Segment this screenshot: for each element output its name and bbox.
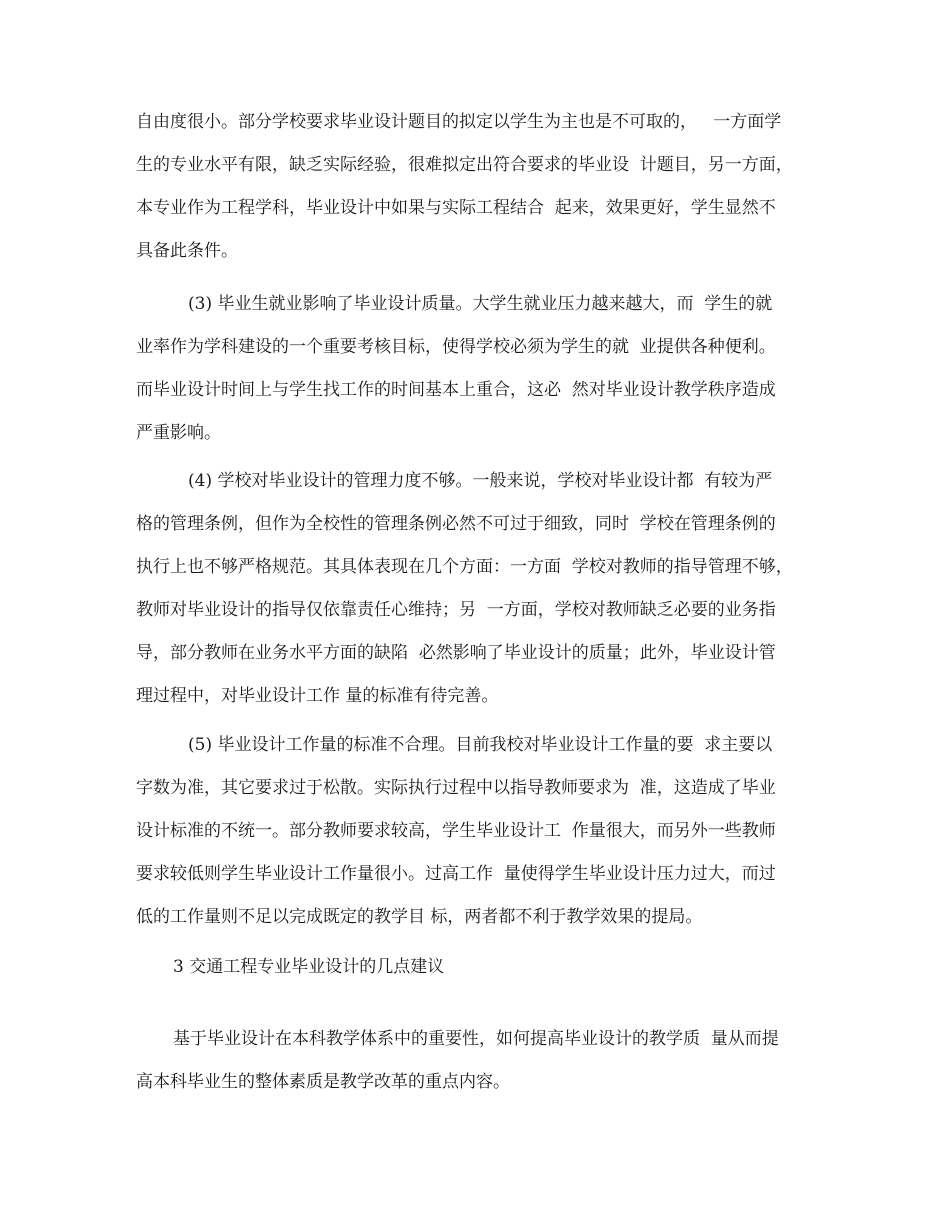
text-line: 教师对毕业设计的指导仅依靠责任心维持；另 一方面，学校对教师缺乏必要的业务指 — [136, 600, 776, 620]
text-line: 生的专业水平有限，缺乏实际经验，很难拟定出符合要求的毕业设 计题目，另一方面， — [136, 155, 793, 175]
text-line: 严重影响。 — [136, 423, 221, 443]
text-line: 而毕业设计时间上与学生找工作的时间基本上重合，这必 然对毕业设计教学秩序造成 — [136, 380, 776, 400]
text-line: 字数为准，其它要求过于松散。实际执行过程中以指导教师要求为 准，这造成了毕业 — [136, 778, 776, 798]
text-line: (5) 毕业设计工作量的标准不合理。目前我校对毕业设计工作量的要 求主要以 — [188, 735, 773, 755]
text-line: (4) 学校对毕业设计的管理力度不够。一般来说，学校对毕业设计都 有较为严 — [188, 471, 773, 491]
text-line: 自由度很小。部分学校要求毕业设计题目的拟定以学生为主也是不可取的， 一方面学 — [136, 112, 782, 132]
text-line: 高本科毕业生的整体素质是教学改革的重点内容。 — [136, 1072, 510, 1092]
text-line: (3) 毕业生就业影响了毕业设计质量。大学生就业压力越来越大，而 学生的就 — [188, 294, 773, 314]
text-line: 业率作为学科建设的一个重要考核目标，使得学校必须为学生的就 业提供各种便利。 — [136, 337, 776, 357]
text-line: 基于毕业设计在本科教学体系中的重要性，如何提高毕业设计的教学质 量从而提 — [173, 1029, 779, 1049]
text-line: 导，部分教师在业务水平方面的缺陷 必然影响了毕业设计的质量；此外，毕业设计管 — [136, 643, 776, 663]
text-line: 低的工作量则不足以完成既定的教学目 标，两者都不利于教学效果的提局。 — [136, 907, 703, 927]
text-line: 设计标准的不统一。部分教师要求较高，学生毕业设计工 作量很大，而另外一些教师 — [136, 821, 776, 841]
text-line: 格的管理条例，但作为全校性的管理条例必然不可过于细致，同时 学校在管理条例的 — [136, 514, 776, 534]
text-line: 理过程中，对毕业设计工作 量的标准有待完善。 — [136, 686, 499, 706]
text-line: 执行上也不够严格规范。其具体表现在几个方面：一方面 学校对教师的指导管理不够， — [136, 557, 793, 577]
text-line: 本专业作为工程学科，毕业设计中如果与实际工程结合 起来，效果更好，学生显然不 — [136, 198, 776, 218]
text-line: 具备此条件。 — [136, 241, 238, 261]
text-line: 要求较低则学生毕业设计工作量很小。过高工作 量使得学生毕业设计压力过大，而过 — [136, 864, 776, 884]
section-title: 3 交通工程专业毕业设计的几点建议 — [173, 957, 445, 977]
